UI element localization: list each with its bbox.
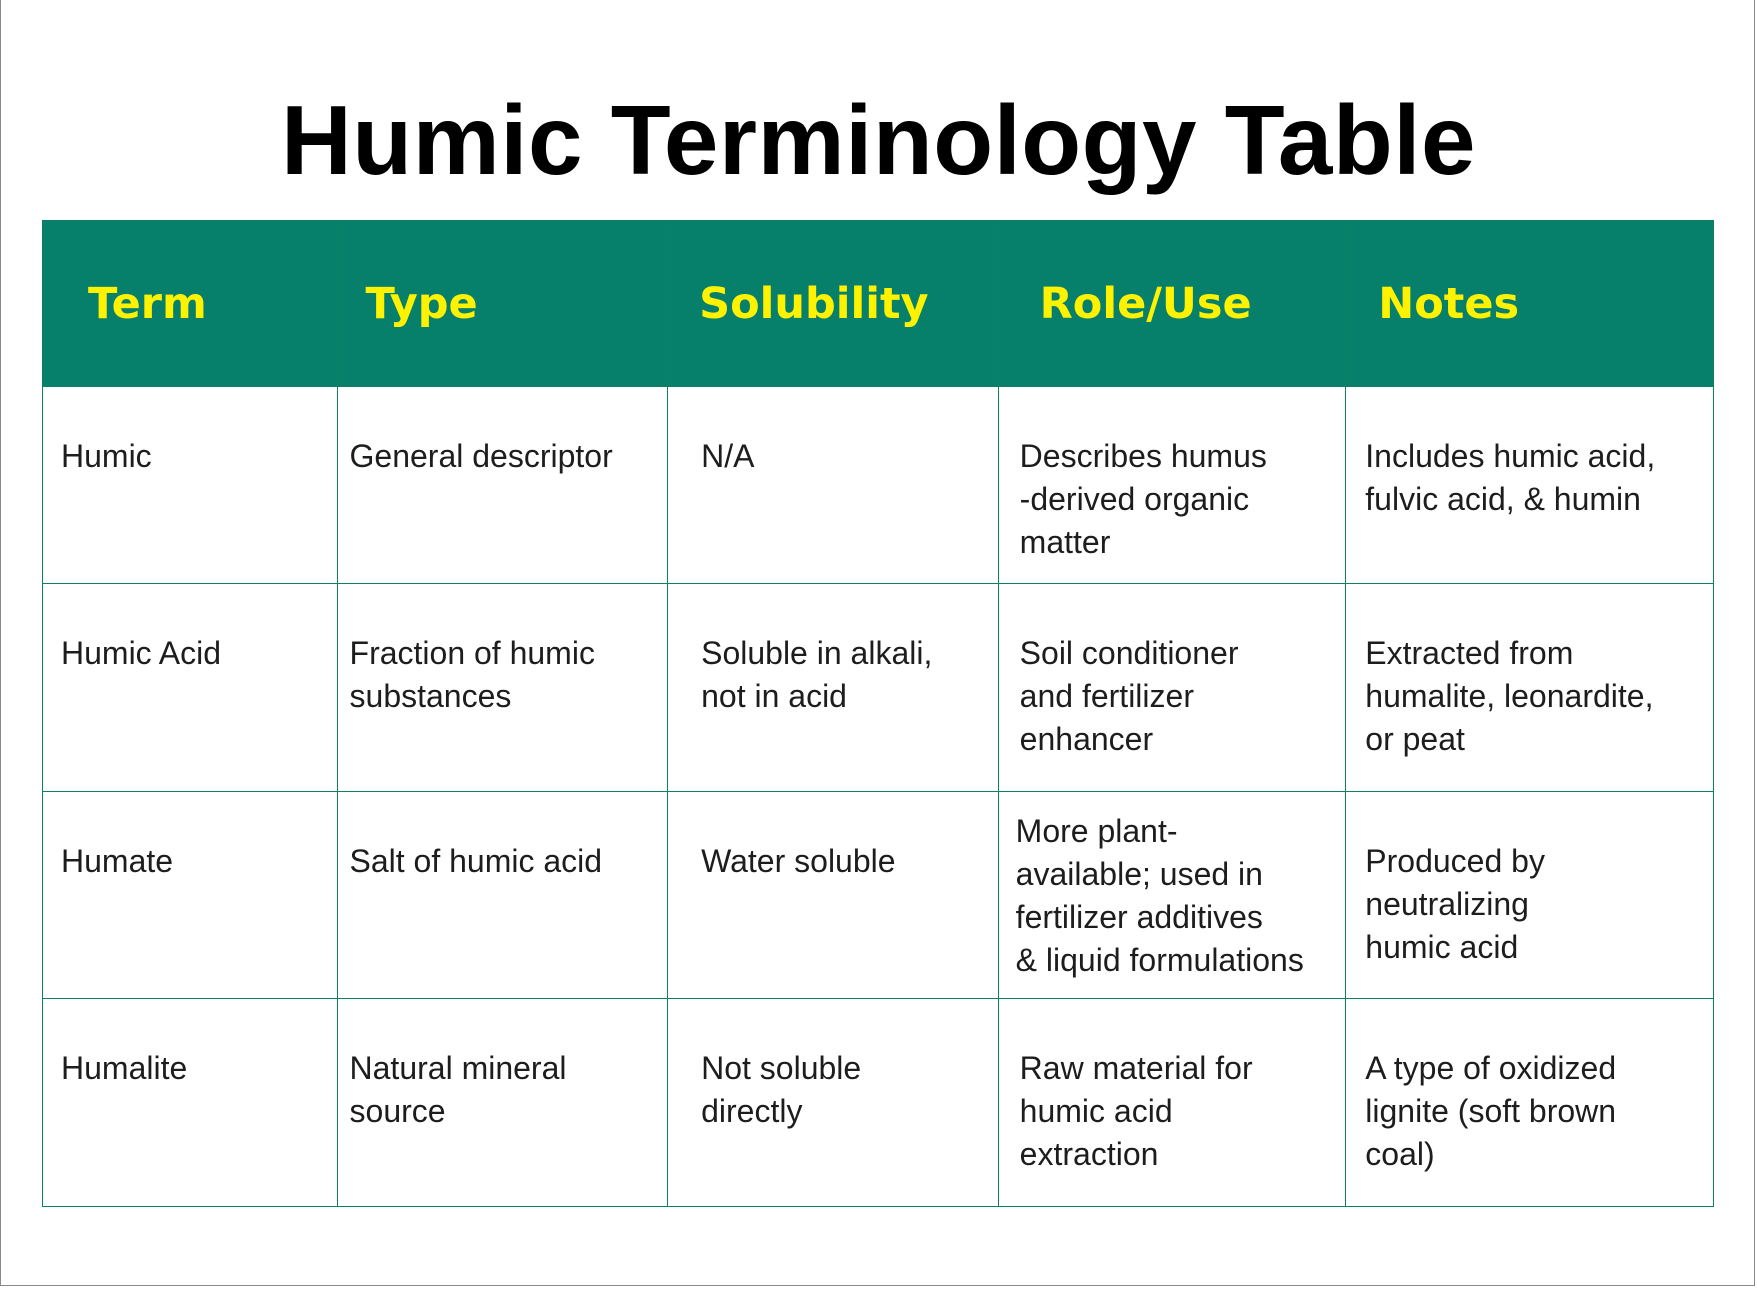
cell-text-line: neutralizing: [1365, 886, 1529, 922]
page-title: Humic Terminology Table: [281, 85, 1476, 195]
cell-text-line: extraction: [1019, 1136, 1159, 1172]
cell-text-line: fulvic acid, & humin: [1365, 481, 1641, 517]
column-header-role-use: Role/Use: [998, 221, 1346, 387]
column-header-type: Type: [337, 221, 668, 387]
cell-notes: [1346, 387, 1714, 584]
cell-text-line: -derived organic: [1019, 481, 1250, 517]
cell-type: [337, 999, 668, 1207]
cell-term: Humate: [43, 792, 338, 999]
cell-text-line: humic acid: [1365, 929, 1519, 965]
cell-text-line: humalite, leonardite,: [1365, 678, 1654, 714]
cell-role-use: [998, 999, 1346, 1207]
cell-term: Humic Acid: [43, 584, 338, 792]
cell-text-line: lignite (soft brown: [1365, 1093, 1617, 1129]
cell-solubility: Water soluble: [668, 792, 999, 999]
cell-type: [337, 584, 668, 792]
column-header-notes: Notes: [1346, 221, 1714, 387]
cell-text-line: enhancer: [1019, 721, 1154, 757]
cell-type: General descriptor: [337, 387, 668, 584]
cell-text-line: fertilizer additives: [1015, 899, 1263, 935]
cell-text-line: and fertilizer: [1019, 678, 1194, 714]
cell-text-line: not in acid: [701, 678, 847, 714]
table-row: [43, 584, 1714, 792]
cell-solubility: [668, 999, 999, 1207]
table-row: [43, 792, 1714, 999]
cell-text-line: Natural mineral: [349, 1050, 567, 1086]
cell-notes: [1346, 792, 1714, 999]
cell-text-line: coal): [1365, 1136, 1435, 1172]
cell-text-line: Raw material for: [1019, 1050, 1253, 1086]
cell-text-line: Produced by: [1365, 843, 1545, 879]
cell-text-line: Describes humus: [1019, 438, 1267, 474]
cell-text-line: Extracted from: [1365, 635, 1574, 671]
cell-notes: [1346, 584, 1714, 792]
cell-text-line: Includes humic acid,: [1365, 438, 1656, 474]
cell-solubility: [668, 584, 999, 792]
cell-text-line: or peat: [1365, 721, 1465, 757]
column-header-solubility: Solubility: [668, 221, 999, 387]
cell-text-line: & liquid formulations: [1015, 942, 1304, 978]
cell-role-use: [998, 584, 1346, 792]
column-header-term: Term: [43, 221, 338, 387]
table-row: [43, 387, 1714, 584]
cell-text-line: available; used in: [1015, 856, 1263, 892]
cell-role-use: [998, 792, 1346, 999]
cell-term: Humic: [43, 387, 338, 584]
cell-solubility: N/A: [668, 387, 999, 584]
cell-type: Salt of humic acid: [337, 792, 668, 999]
cell-text-line: Fraction of humic: [349, 635, 595, 671]
cell-text-line: More plant-: [1015, 813, 1178, 849]
cell-text-line: Soil conditioner: [1019, 635, 1239, 671]
terminology-table: [42, 220, 1714, 1207]
cell-role-use: [998, 387, 1346, 584]
cell-notes: [1346, 999, 1714, 1207]
cell-text-line: source: [349, 1093, 446, 1129]
cell-text-line: Soluble in alkali,: [701, 635, 933, 671]
cell-text-line: A type of oxidized: [1365, 1050, 1617, 1086]
cell-text-line: matter: [1019, 524, 1111, 560]
cell-text-line: Not soluble: [701, 1050, 862, 1086]
cell-text-line: humic acid: [1019, 1093, 1173, 1129]
table-header-row: [43, 221, 1714, 387]
cell-text-line: substances: [349, 678, 512, 714]
table-row: [43, 999, 1714, 1207]
cell-text-line: directly: [701, 1093, 803, 1129]
cell-term: Humalite: [43, 999, 338, 1207]
